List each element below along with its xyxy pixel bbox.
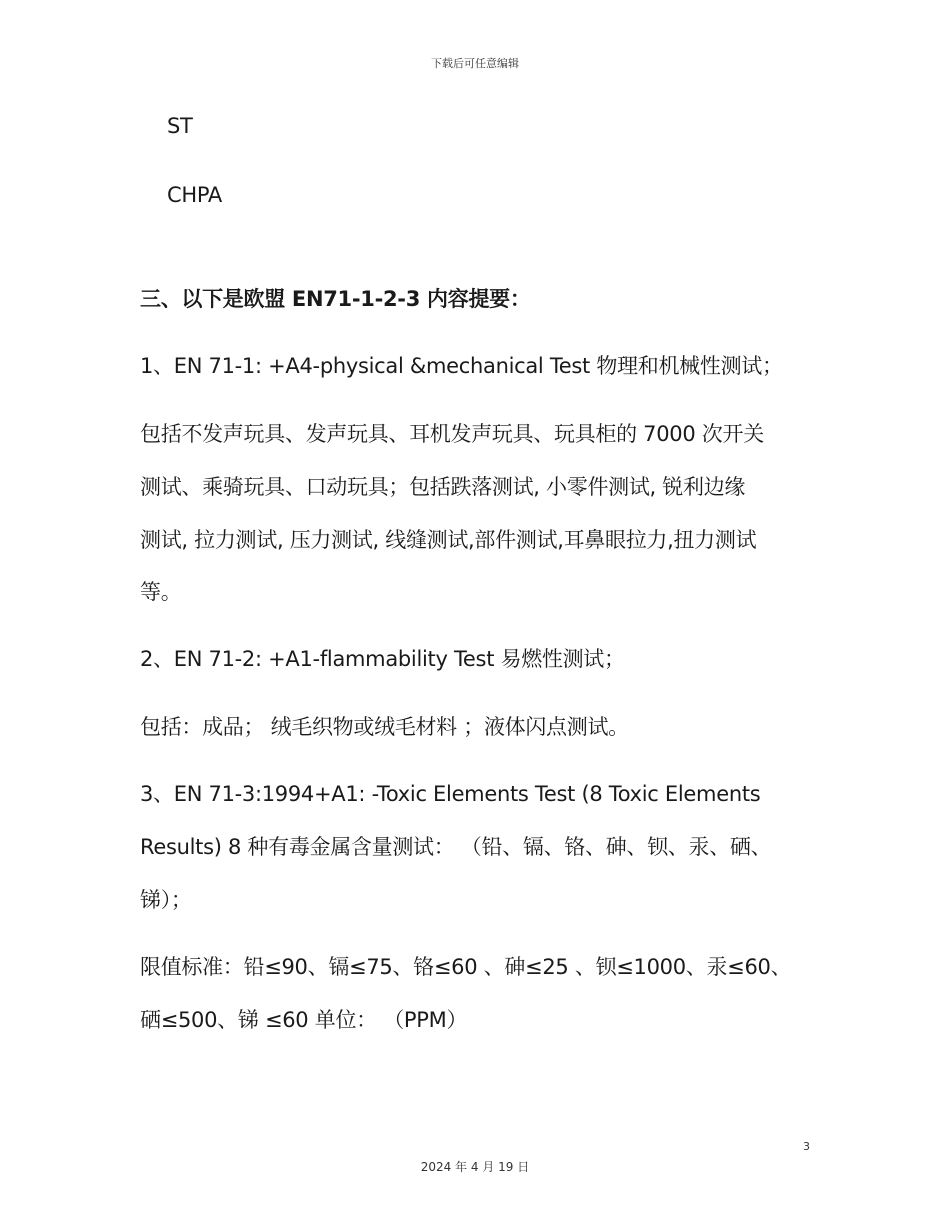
item-2-desc: 包括：成品； 绒毛织物或绒毛材料 ；液体闪点测试。 (140, 715, 629, 739)
page-header: 下载后可任意编辑 (431, 57, 519, 70)
text-line-chpa: CHPA (167, 183, 222, 207)
page-number: 3 (803, 1140, 810, 1153)
limit-standard-line-1: 限值标准：铅≤90、镉≤75、铬≤60 、砷≤25 、钡≤1000、汞≤60、 (140, 955, 792, 979)
item-3-title-line-1: 3、EN 71-3:1994+A1: -Toxic Elements Test (8 Toxic Elements (140, 782, 761, 806)
item-2-title: 2、EN 71-2: +A1-flammability Test 易燃性测试； (140, 647, 625, 671)
text-line-st: ST (167, 114, 193, 138)
item-1-desc-line-1: 包括不发声玩具、发声玩具、耳机发声玩具、玩具柜的 7000 次开关 (140, 422, 764, 446)
item-1-desc-line-4: 等。 (140, 580, 182, 604)
item-3-title-line-2: Results) 8 种有毒金属含量测试： （铅、镉、铬、砷、钡、汞、硒、 (140, 835, 772, 859)
item-1-desc-line-2: 测试、乘骑玩具、口动玩具；包括跌落测试, 小零件测试, 锐利边缘 (140, 475, 746, 499)
limit-standard-line-2: 硒≤500、锑 ≤60 单位： （PPM） (140, 1008, 468, 1032)
item-3-title-line-3: 锑）； (140, 888, 192, 912)
footer-date: 2024 年 4 月 19 日 (420, 1160, 530, 1174)
section-heading: 三、以下是欧盟 EN71-1-2-3 内容提要： (140, 287, 531, 311)
item-1-title: 1、EN 71-1: +A4-physical &mechanical Test 物理和机械性测试； (140, 354, 783, 378)
item-1-desc-line-3: 测试, 拉力测试, 压力测试, 线缝测试,部件测试,耳鼻眼拉力,扭力测试 (140, 528, 757, 552)
